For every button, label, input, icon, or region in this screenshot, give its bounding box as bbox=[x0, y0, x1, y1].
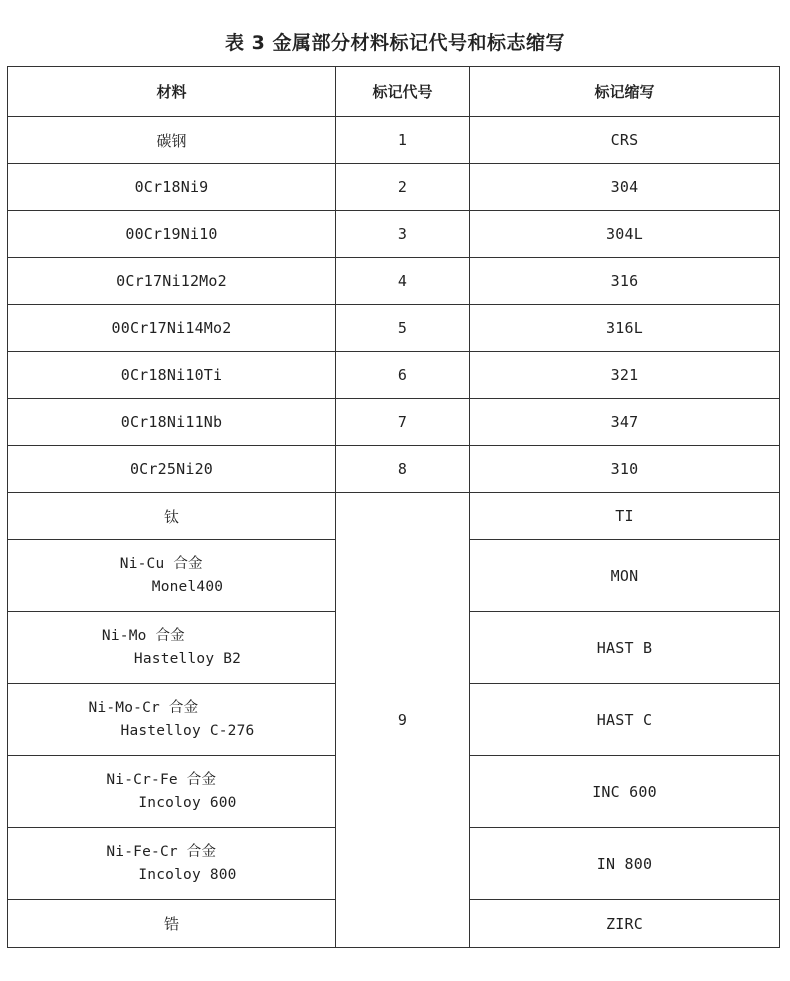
cell-code: 4 bbox=[336, 258, 470, 305]
cell-material bbox=[8, 828, 336, 900]
cell-code: 3 bbox=[336, 211, 470, 258]
cell-abbr: HAST B bbox=[470, 612, 780, 684]
cell-abbr: 310 bbox=[470, 446, 780, 493]
cell-abbr: CRS bbox=[470, 117, 780, 164]
cell-abbr: 321 bbox=[470, 352, 780, 399]
cell-material: 0Cr18Ni9 bbox=[8, 164, 336, 211]
cell-abbr: IN 800 bbox=[470, 828, 780, 900]
table-row bbox=[8, 305, 780, 352]
cell-material: 碳钢 bbox=[8, 117, 336, 164]
header-material: 材料 bbox=[8, 67, 336, 117]
cell-abbr: HAST C bbox=[470, 684, 780, 756]
cell-material: 0Cr25Ni20 bbox=[8, 446, 336, 493]
page-title: 表 3 金属部分材料标记代号和标志缩写 bbox=[225, 32, 565, 54]
cell-abbr: INC 600 bbox=[470, 756, 780, 828]
cell-material bbox=[8, 756, 336, 828]
cell-material: 00Cr17Ni14Mo2 bbox=[8, 305, 336, 352]
cell-abbr: 316L bbox=[470, 305, 780, 352]
table-header-row bbox=[8, 67, 780, 117]
table-row bbox=[8, 117, 780, 164]
table-row bbox=[8, 446, 780, 493]
cell-material: 0Cr17Ni12Mo2 bbox=[8, 258, 336, 305]
table-row bbox=[8, 399, 780, 446]
cell-abbr: 304L bbox=[470, 211, 780, 258]
material-alloy-grade: Incoloy 600 bbox=[138, 794, 237, 811]
table-row bbox=[8, 164, 780, 211]
cell-abbr: ZIRC bbox=[470, 900, 780, 948]
material-alloy-type: Ni-Fe-Cr 合金 bbox=[106, 843, 217, 860]
cell-abbr: 304 bbox=[470, 164, 780, 211]
material-alloy-type: Ni-Cr-Fe 合金 bbox=[106, 771, 217, 788]
cell-code: 7 bbox=[336, 399, 470, 446]
material-alloy-grade: Hastelloy B2 bbox=[133, 650, 242, 667]
cell-code-merged: 9 bbox=[336, 493, 470, 948]
table-row bbox=[8, 493, 780, 540]
cell-material: 钛 bbox=[8, 493, 336, 540]
cell-abbr: MON bbox=[470, 540, 780, 612]
cell-code: 1 bbox=[336, 117, 470, 164]
table-row bbox=[8, 211, 780, 258]
table-row bbox=[8, 258, 780, 305]
header-abbr: 标记缩写 bbox=[470, 67, 780, 117]
cell-material: 锆 bbox=[8, 900, 336, 948]
cell-code: 6 bbox=[336, 352, 470, 399]
material-alloy-grade: Monel400 bbox=[151, 578, 224, 595]
cell-code: 8 bbox=[336, 446, 470, 493]
cell-abbr: 347 bbox=[470, 399, 780, 446]
material-alloy-grade: Incoloy 800 bbox=[138, 866, 237, 883]
cell-material: 0Cr18Ni10Ti bbox=[8, 352, 336, 399]
header-code: 标记代号 bbox=[336, 67, 470, 117]
material-alloy-type: Ni-Mo-Cr 合金 bbox=[88, 699, 199, 716]
cell-material: 0Cr18Ni11Nb bbox=[8, 399, 336, 446]
material-alloy-grade: Hastelloy C-276 bbox=[120, 722, 255, 739]
cell-abbr: 316 bbox=[470, 258, 780, 305]
cell-material bbox=[8, 684, 336, 756]
cell-material: 00Cr19Ni10 bbox=[8, 211, 336, 258]
cell-material bbox=[8, 540, 336, 612]
cell-code: 2 bbox=[336, 164, 470, 211]
material-alloy-type: Ni-Mo 合金 bbox=[101, 627, 185, 644]
table-row bbox=[8, 352, 780, 399]
material-alloy-type: Ni-Cu 合金 bbox=[119, 555, 203, 572]
cell-material bbox=[8, 612, 336, 684]
cell-code: 5 bbox=[336, 305, 470, 352]
materials-table bbox=[7, 66, 780, 948]
cell-abbr: TI bbox=[470, 493, 780, 540]
